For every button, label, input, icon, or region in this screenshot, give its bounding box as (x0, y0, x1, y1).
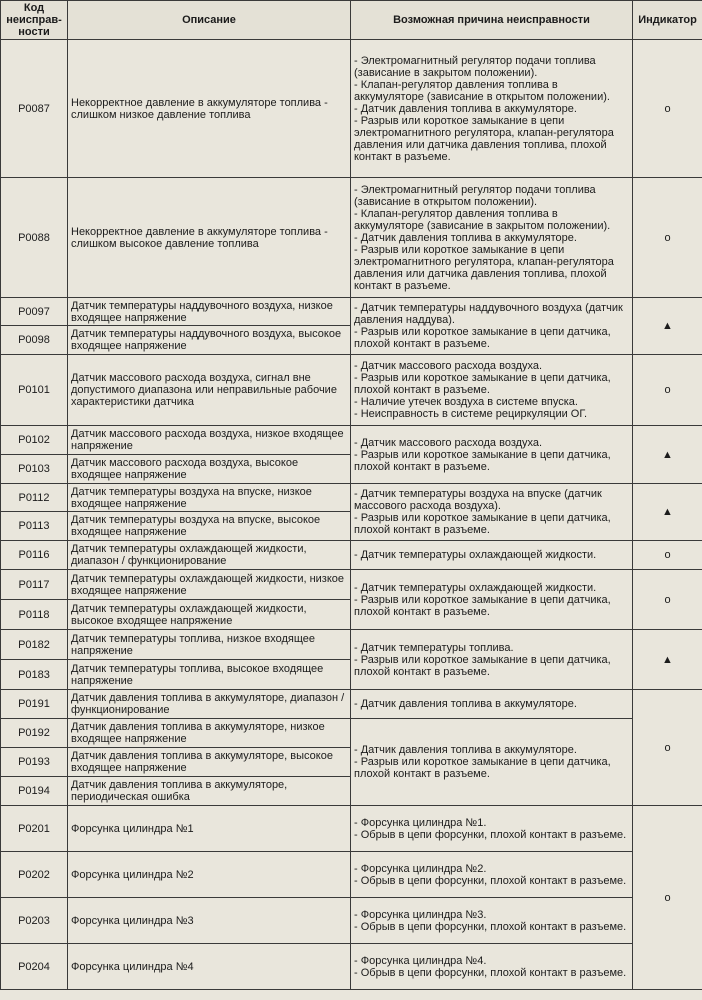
fault-cause (351, 484, 633, 541)
cause-line: - Датчик температуры охлаждающей жидкости. (354, 549, 597, 561)
cause-line: - Обрыв в цепи форсунки, плохой контакт в разъеме. (354, 920, 627, 933)
fault-description: Датчик температуры охлаждающей жидкости, низкое входящее напряжение (68, 570, 351, 600)
cause-line: - Разрыв или короткое замыкание в цепи датчика, плохой контакт в разъеме. (354, 593, 611, 618)
fault-description: Датчик температуры охлаждающей жидкости, диапазон / функционирование (68, 541, 351, 570)
cause-line: - Электромагнитный регулятор подачи топлива (зависание в открытом положении). (354, 183, 596, 208)
fault-description: Датчик давления топлива в аккумуляторе, диапазон / функционирование (68, 690, 351, 719)
indicator-circle: o (633, 690, 702, 806)
fault-description: Форсунка цилиндра №1 (68, 806, 351, 852)
indicator-circle: o (633, 806, 702, 990)
header-cause: Возможная причина неисправности (351, 1, 633, 40)
cause-line: - Неисправность в системе рециркуляции ОГ. (354, 408, 588, 420)
cause-line: - Датчик температуры охлаждающей жидкости. (354, 581, 597, 594)
header-description: Описание (68, 1, 351, 40)
fault-description: Датчик температуры охлаждающей жидкости, высокое входящее напряжение (68, 600, 351, 630)
fault-code: P0191 (1, 690, 68, 719)
fault-description: Датчик температуры наддувочного воздуха, низкое входящее напряжение (68, 298, 351, 326)
fault-code: P0098 (1, 326, 68, 355)
header-indicator: Индикатор (633, 1, 702, 40)
fault-code: P0103 (1, 455, 68, 484)
cause-line: - Датчик давления топлива в аккумуляторе. (354, 698, 577, 710)
cause-line: - Обрыв в цепи форсунки, плохой контакт в разъеме. (354, 966, 627, 979)
fault-code: P0112 (1, 484, 68, 512)
table-row (1, 690, 702, 719)
fault-cause (351, 719, 633, 806)
cause-line: - Разрыв или короткое замыкание в цепи электромагнитного регулятора, клапан-регулятора давления или датчика давления топлива, плохой контакт в разъеме. (354, 114, 614, 163)
indicator-circle: o (633, 40, 702, 178)
fault-cause (351, 690, 633, 719)
fault-description: Форсунка цилиндра №4 (68, 944, 351, 990)
cause-line: - Датчик давления топлива в аккумуляторе. (354, 102, 577, 115)
cause-line: - Обрыв в цепи форсунки, плохой контакт в разъеме. (354, 828, 627, 841)
fault-cause (351, 852, 633, 898)
fault-cause (351, 426, 633, 484)
cause-line: - Форсунка цилиндра №1. (354, 816, 487, 829)
indicator-circle: o (633, 178, 702, 298)
cause-line: - Разрыв или короткое замыкание в цепи электромагнитного регулятора, клапан-регулятора давления или датчика давления топлива, плохой контакт в разъеме. (354, 243, 614, 292)
table-row (1, 484, 702, 512)
fault-description: Датчик температуры топлива, низкое входящее напряжение (68, 630, 351, 660)
indicator-triangle: ▲ (633, 484, 702, 541)
indicator-circle: o (633, 570, 702, 630)
fault-description: Датчик давления топлива в аккумуляторе, периодическая ошибка (68, 777, 351, 806)
table-row (1, 298, 702, 326)
fault-code: P0182 (1, 630, 68, 660)
indicator-triangle: ▲ (633, 630, 702, 690)
indicator-triangle: ▲ (633, 298, 702, 355)
cause-line: - Разрыв или короткое замыкание в цепи датчика, плохой контакт в разъеме. (354, 512, 611, 536)
fault-code: P0194 (1, 777, 68, 806)
table-row (1, 944, 702, 990)
indicator-circle: o (633, 541, 702, 570)
fault-description: Датчик температуры наддувочного воздуха, высокое входящее напряжение (68, 326, 351, 355)
fault-code: P0192 (1, 719, 68, 748)
fault-description: Форсунка цилиндра №3 (68, 898, 351, 944)
fault-code: P0102 (1, 426, 68, 455)
cause-line: - Клапан-регулятор давления топлива в аккумуляторе (зависание в открытом положении). (354, 78, 610, 103)
cause-line: - Датчик массового расхода воздуха. (354, 436, 543, 449)
cause-line: - Разрыв или короткое замыкание в цепи датчика, плохой контакт в разъеме. (354, 326, 611, 350)
cause-line: - Наличие утечек воздуха в системе впуска. (354, 396, 578, 408)
table-row (1, 426, 702, 455)
fault-cause (351, 178, 633, 298)
table-row (1, 630, 702, 660)
fault-code: P0117 (1, 570, 68, 600)
fault-description: Датчик температуры топлива, высокое входящее напряжение (68, 660, 351, 690)
fault-cause (351, 570, 633, 630)
cause-line: - Форсунка цилиндра №2. (354, 862, 487, 875)
cause-line: - Форсунка цилиндра №3. (354, 908, 487, 921)
cause-line: - Форсунка цилиндра №4. (354, 954, 487, 967)
fault-description: Датчик температуры воздуха на впуске, высокое входящее напряжение (68, 512, 351, 541)
fault-code: P0116 (1, 541, 68, 570)
fault-description: Датчик температуры воздуха на впуске, низкое входящее напряжение (68, 484, 351, 512)
fault-cause (351, 355, 633, 426)
fault-code: P0201 (1, 806, 68, 852)
cause-line: - Датчик давления топлива в аккумуляторе. (354, 744, 577, 756)
table-row (1, 898, 702, 944)
fault-cause (351, 40, 633, 178)
cause-line: - Датчик температуры наддувочного воздуха (датчик давления наддува). (354, 302, 623, 326)
table-header-row (1, 1, 702, 40)
fault-cause (351, 541, 633, 570)
cause-line: - Клапан-регулятор давления топлива в аккумуляторе (зависание в закрытом положении). (354, 207, 611, 232)
fault-cause (351, 630, 633, 690)
indicator-triangle: ▲ (633, 426, 702, 484)
cause-line: - Датчик температуры топлива. (354, 641, 514, 654)
fault-cause (351, 806, 633, 852)
cause-line: - Разрыв или короткое замыкание в цепи датчика, плохой контакт в разъеме. (354, 372, 611, 396)
fault-code: P0097 (1, 298, 68, 326)
table-row (1, 852, 702, 898)
fault-description: Датчик давления топлива в аккумуляторе, высокое входящее напряжение (68, 748, 351, 777)
table-row (1, 570, 702, 600)
fault-cause (351, 298, 633, 355)
cause-line: - Датчик температуры воздуха на впуске (датчик массового расхода воздуха). (354, 488, 602, 512)
fault-code: P0113 (1, 512, 68, 541)
cause-line: - Датчик массового расхода воздуха. (354, 360, 543, 372)
fault-description: Некорректное давление в аккумуляторе топлива - слишком низкое давление топлива (68, 40, 351, 178)
fault-code: P0202 (1, 852, 68, 898)
fault-code: P0203 (1, 898, 68, 944)
cause-line: - Обрыв в цепи форсунки, плохой контакт в разъеме. (354, 874, 627, 887)
cause-line: - Разрыв или короткое замыкание в цепи датчика, плохой контакт в разъеме. (354, 448, 611, 473)
table-row (1, 806, 702, 852)
cause-line: - Электромагнитный регулятор подачи топлива (зависание в закрытом положении). (354, 54, 596, 79)
fault-description: Датчик массового расхода воздуха, низкое входящее напряжение (68, 426, 351, 455)
indicator-circle: o (633, 355, 702, 426)
fault-code: P0193 (1, 748, 68, 777)
fault-description: Датчик давления топлива в аккумуляторе, низкое входящее напряжение (68, 719, 351, 748)
fault-code: P0204 (1, 944, 68, 990)
cause-line: - Разрыв или короткое замыкание в цепи датчика, плохой контакт в разъеме. (354, 756, 611, 780)
fault-description: Датчик массового расхода воздуха, высокое входящее напряжение (68, 455, 351, 484)
fault-cause (351, 944, 633, 990)
table-row (1, 40, 702, 178)
table-row (1, 719, 702, 748)
fault-description: Форсунка цилиндра №2 (68, 852, 351, 898)
table-row (1, 178, 702, 298)
fault-code: P0101 (1, 355, 68, 426)
fault-code: P0118 (1, 600, 68, 630)
fault-code: P0183 (1, 660, 68, 690)
cause-line: - Разрыв или короткое замыкание в цепи датчика, плохой контакт в разъеме. (354, 653, 611, 678)
cause-line: - Датчик давления топлива в аккумуляторе. (354, 231, 577, 244)
fault-code: P0087 (1, 40, 68, 178)
table-row (1, 355, 702, 426)
table-row (1, 541, 702, 570)
fault-description: Датчик массового расхода воздуха, сигнал вне допустимого диапазона или неправильные рабочие характеристики датчика (68, 355, 351, 426)
fault-description: Некорректное давление в аккумуляторе топлива - слишком высокое давление топлива (68, 178, 351, 298)
fault-cause (351, 898, 633, 944)
header-code: Код неисправ-ности (1, 1, 68, 40)
fault-code: P0088 (1, 178, 68, 298)
